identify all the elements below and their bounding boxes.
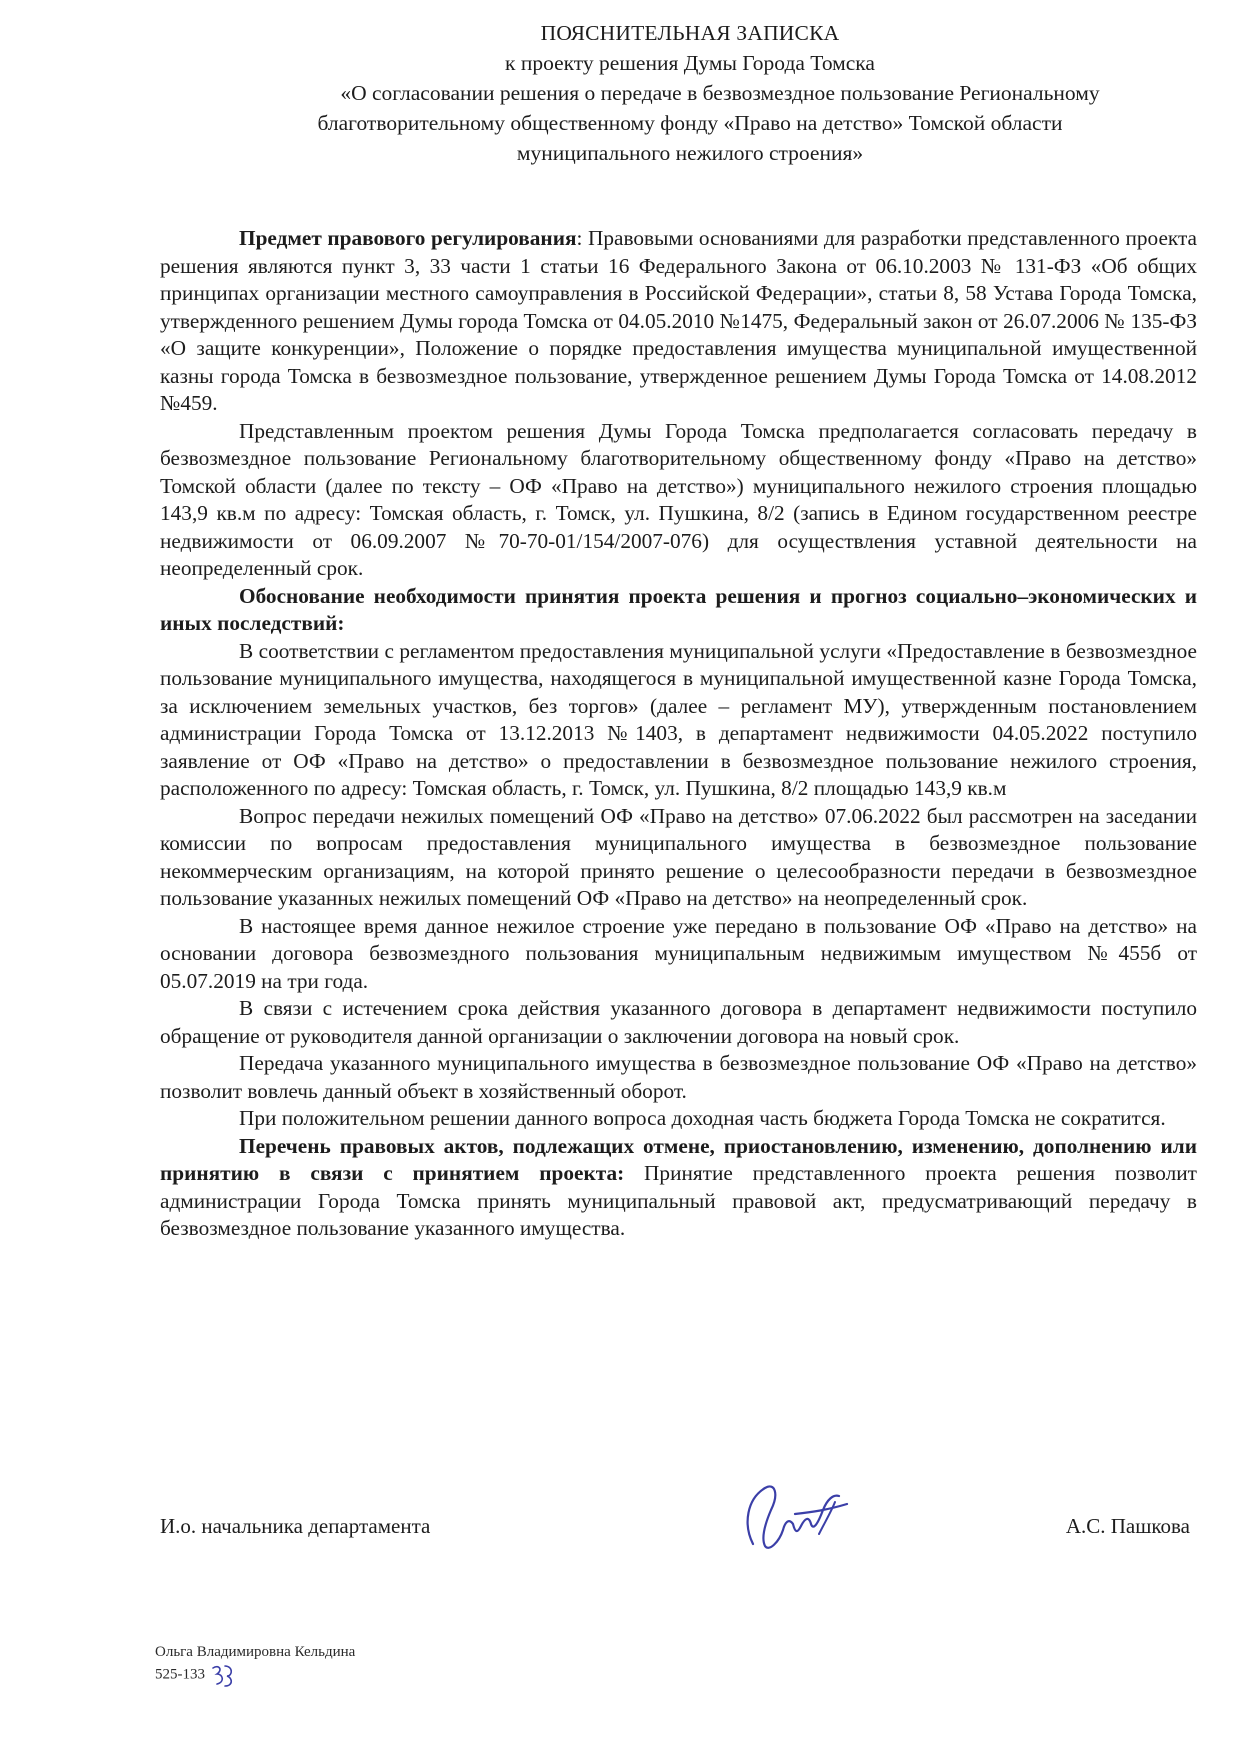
document-title: ПОЯСНИТЕЛЬНАЯ ЗАПИСКА bbox=[540, 21, 840, 45]
paragraph-lead: Перечень правовых актов, подлежащих отмене, приостановлению, изменению, дополнению или принятию в связи с принятием проекта: bbox=[160, 1133, 1197, 1185]
paragraph-lead: Предмет правового регулирования bbox=[239, 226, 577, 250]
document-subtitle-line: муниципального нежилого строения» bbox=[516, 141, 864, 165]
document-subtitle-line: благотворительному общественному фонду «Право на детство» Томской области bbox=[317, 111, 1063, 135]
paragraph-commission: Вопрос передачи нежилых помещений ОФ «Право на детство» 07.06.2022 был рассмотрен на заседании комиссии по вопросам предоставления муниципального имущества в безвозмездное пользование некоммерческим организациям, на которой принято решение о целесообразности передачи в безвозмездное пользование указанных нежилых помещений ОФ «Право на детство» на неопределенный срок. bbox=[160, 803, 1197, 910]
paragraph-text: : Правовыми основаниями для разработки представленного проекта решения являются пункт 3, 33 части 1 статьи 16 Федерального Закона от 06.10.2003 № 131-ФЗ «Об общих принципах организации местного самоуправления в Российской Федерации», статьи 8, 58 Устава Города Томска, утвержденного решением Думы города Томска от 04.05.2010 №1475, Федеральный закон от 26.07.2006 № 135-ФЗ «О защите конкуренции», Положение о порядке предоставления имущества муниципальной имущественной казны города Томска в безвозмездное пользование, утвержденное решением Думы Города Томска от 14.08.2012 №459. bbox=[160, 226, 1197, 415]
paragraph-contract-expiry: В связи с истечением срока действия указанного договора в департамент недвижимости поступило обращение от руководителя данной организации о заключении договора на новый срок. bbox=[160, 996, 1197, 1048]
handwritten-signature bbox=[735, 1474, 855, 1564]
executor-phone-row bbox=[155, 1662, 355, 1688]
paragraph-justification-heading bbox=[160, 583, 1197, 638]
paragraph-current-use: В настоящее время данное нежилое строение уже передано в пользование ОФ «Право на детство» на основании договора безвозмездного пользования муниципальным недвижимым имуществом №455б от 05.07.2019 на три года. bbox=[160, 913, 1197, 993]
paragraph-economic-effect: Передача указанного муниципального имущества в безвозмездное пользование ОФ «Право на детство» позволит вовлечь данный объект в хозяйственный оборот. bbox=[160, 1051, 1197, 1103]
paragraph-heading: Обоснование необходимости принятия проекта решения и прогноз социально–экономических и иных последствий: bbox=[160, 583, 1197, 635]
signatory-name: А.С. Пашкова bbox=[1065, 1514, 1190, 1538]
paragraph-proposal: Представленным проектом решения Думы Города Томска предполагается согласовать передачу в безвозмездное пользование Региональному благотворительному общественному фонду «Право на детство» Томской области (далее по тексту – ОФ «Право на детство») муниципального нежилого строения площадью 143,9 кв.м по адресу: Томская область, г. Томск, ул. Пушкина, 8/2 (запись в Едином государственном реестре недвижимости от 06.09.2007 №70-70-01/154/2007-076) для осуществления уставной деятельности на неопределенный срок. bbox=[160, 418, 1197, 580]
executor-phone: 525-133 bbox=[155, 1666, 205, 1683]
document-header bbox=[160, 18, 1220, 168]
signatory-position: И.о. начальника департамента bbox=[160, 1514, 431, 1538]
initials-mark bbox=[209, 1662, 237, 1688]
signature-block bbox=[160, 1492, 1190, 1552]
executor-name: Ольга Владимировна Кельдина bbox=[155, 1644, 356, 1660]
paragraph-regulation: В соответствии с регламентом предоставления муниципальной услуги «Предоставление в безвозмездное пользование муниципального имущества, находящегося в муниципальной имущественной казне Города Томска, за исключением земельных участков, без торгов» (далее – регламент МУ), утвержденным постановлением администрации Города Томска от 13.12.2013 №1403, в департамент недвижимости 04.05.2022 поступило заявление от ОФ «Право на детство» о предоставлении в безвозмездное пользование нежилого строения, расположенного по адресу: Томская область, г. Томск, ул. Пушкина, 8/2 площадью 143,9 кв.м bbox=[160, 638, 1197, 800]
document-body bbox=[160, 225, 1197, 1243]
paragraph-text: Принятие представленного проекта решения позволит администрации Города Томска принять муниципальный правовой акт, предусматривающий передачу в безвозмездное пользование указанного имущества. bbox=[160, 1161, 1197, 1240]
executor-block bbox=[155, 1643, 355, 1688]
document-subtitle-line: «О согласовании решения о передаче в безвозмездное пользование Региональному bbox=[340, 81, 1100, 105]
document-subtitle: к проекту решения Думы Города Томска bbox=[505, 51, 875, 75]
paragraph-legal-basis bbox=[160, 225, 1197, 418]
paragraph-legal-acts bbox=[160, 1133, 1197, 1243]
paragraph-budget: При положительном решении данного вопроса доходная часть бюджета Города Томска не сократится. bbox=[239, 1106, 1166, 1130]
